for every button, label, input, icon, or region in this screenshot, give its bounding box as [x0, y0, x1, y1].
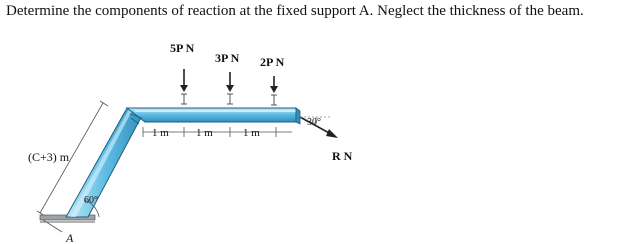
- support-point-label: A: [66, 231, 74, 244]
- spacing-label-3: 1 m: [243, 127, 260, 139]
- spacing-label-2: 1 m: [196, 127, 213, 139]
- support-angle-label: 60°: [84, 195, 98, 206]
- inclined-member: [66, 108, 145, 217]
- spacing-label-1: 1 m: [152, 127, 169, 139]
- force-angle-label: 30°: [307, 117, 321, 128]
- load-3p-label: 3P N: [215, 51, 240, 65]
- load-3p: [226, 72, 234, 104]
- load-5p-label: 5P N: [170, 41, 195, 55]
- problem-statement: Determine the components of reaction at the fixed support A. Neglect the thickness of the beam.: [6, 3, 584, 19]
- load-5p: [180, 69, 188, 104]
- inclined-length-label: (C+3) m: [28, 150, 70, 164]
- load-2p: [270, 76, 278, 105]
- reaction-label: R N: [332, 149, 353, 163]
- load-2p-label: 2P N: [260, 55, 285, 69]
- horizontal-beam: [127, 108, 300, 124]
